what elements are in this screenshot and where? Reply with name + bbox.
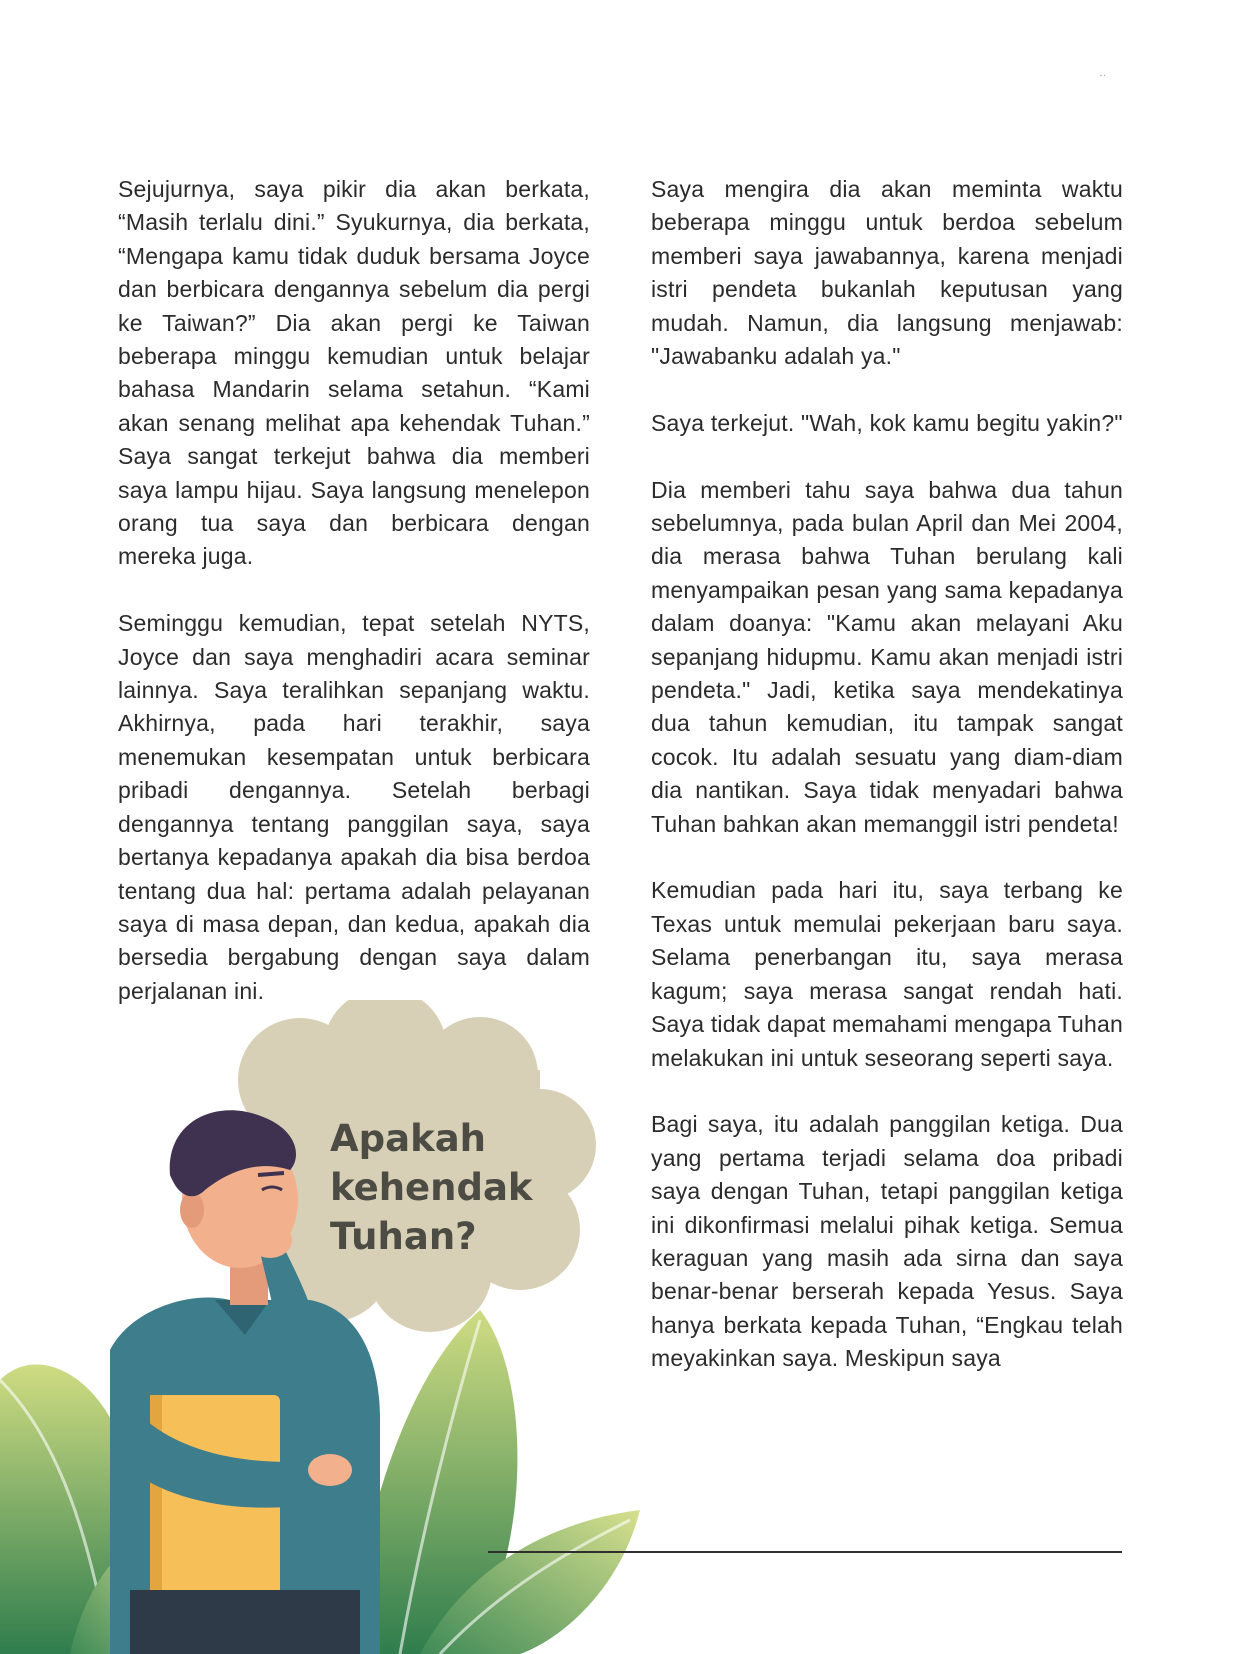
paragraph: Kemudian pada hari itu, saya terbang ke Texas untuk memulai pekerjaan baru saya. Selama penerbangan itu, saya merasa kagum; saya merasa sangat rendah hati. Saya tidak dapat memahami mengapa Tuhan melakukan ini untuk seseorang seperti saya.: [651, 877, 1123, 1071]
paragraph: Saya terkejut. "Wah, kok kamu begitu yakin?": [651, 409, 1123, 436]
bubble-line: Tuhan?: [330, 1215, 477, 1258]
left-column: [118, 173, 590, 1042]
leaves-right: [350, 1310, 640, 1654]
right-column: [651, 173, 1123, 1409]
paragraph: Seminggu kemudian, tepat setelah NYTS, Joyce dan saya menghadiri acara seminar lainnya. Saya teralihkan sepanjang waktu. Akhirnya, pada hari terakhir, saya menemukan kesempatan untuk berbicara pribadi dengannya. Setelah berbagi dengannya tentang panggilan saya, saya bertanya kepadanya apakah dia bisa berdoa tentang dua hal: pertama adalah pelayanan saya di masa depan, dan kedua, apakah dia bersedia bergabung dengan saya dalam perjalanan ini.: [118, 610, 590, 1004]
paragraph: Bagi saya, itu adalah panggilan ketiga. Dua yang pertama terjadi selama doa pribadi saya dengan Tuhan, tetapi panggilan ketiga ini dikonfirmasi melalui pihak ketiga. Semua keraguan yang masih ada sirna dan saya benar-benar berserah kepada Yesus. Saya hanya berkata kepada Tuhan, “Engkau telah meyakinkan saya. Meskipun saya: [651, 1111, 1123, 1372]
paragraph: Saya mengira dia akan meminta waktu beberapa minggu untuk berdoa sebelum memberi saya jawabannya, karena menjadi istri pendeta bukanlah keputusan yang mudah. Namun, dia langsung menjawab: "Jawabanku adalah ya.": [651, 176, 1123, 370]
corner-mark: [1100, 64, 1106, 67]
paragraph: Sejujurnya, saya pikir dia akan berkata, “Masih terlalu dini.” Syukurnya, dia berkata, “Mengapa kamu tidak duduk bersama Joyce dan berbicara dengannya sebelum dia pergi ke Taiwan?” Dia akan pergi ke Taiwan beberapa minggu kemudian untuk belajar bahasa Mandarin selama setahun. “Kami akan senang melihat apa kehendak Tuhan.” Saya sangat terkejut bahwa dia memberi saya lampu hijau. Saya langsung menelepon orang tua saya dan berbicara dengan mereka juga.: [118, 176, 590, 570]
bubble-line: kehendak: [330, 1166, 533, 1209]
thought-bubble-text: [330, 1114, 570, 1261]
footer-rule: [488, 1551, 1122, 1553]
paragraph: Dia memberi tahu saya bahwa dua tahun sebelumnya, pada bulan April dan Mei 2004, dia merasa bahwa Tuhan berulang kali menyampaikan pesan yang sama kepadanya dalam doanya: "Kamu akan melayani Aku sepanjang hidupmu. Kamu akan menjadi istri pendeta." Jadi, ketika saya mendekatinya dua tahun kemudian, itu tampak sangat cocok. Itu adalah sesuatu yang diam-diam dia nantikan. Saya tidak menyadari bahwa Tuhan bahkan akan memanggil istri pendeta!: [651, 476, 1123, 837]
thinking-man-illustration: [0, 1000, 700, 1654]
bubble-line: Apakah: [330, 1117, 487, 1160]
